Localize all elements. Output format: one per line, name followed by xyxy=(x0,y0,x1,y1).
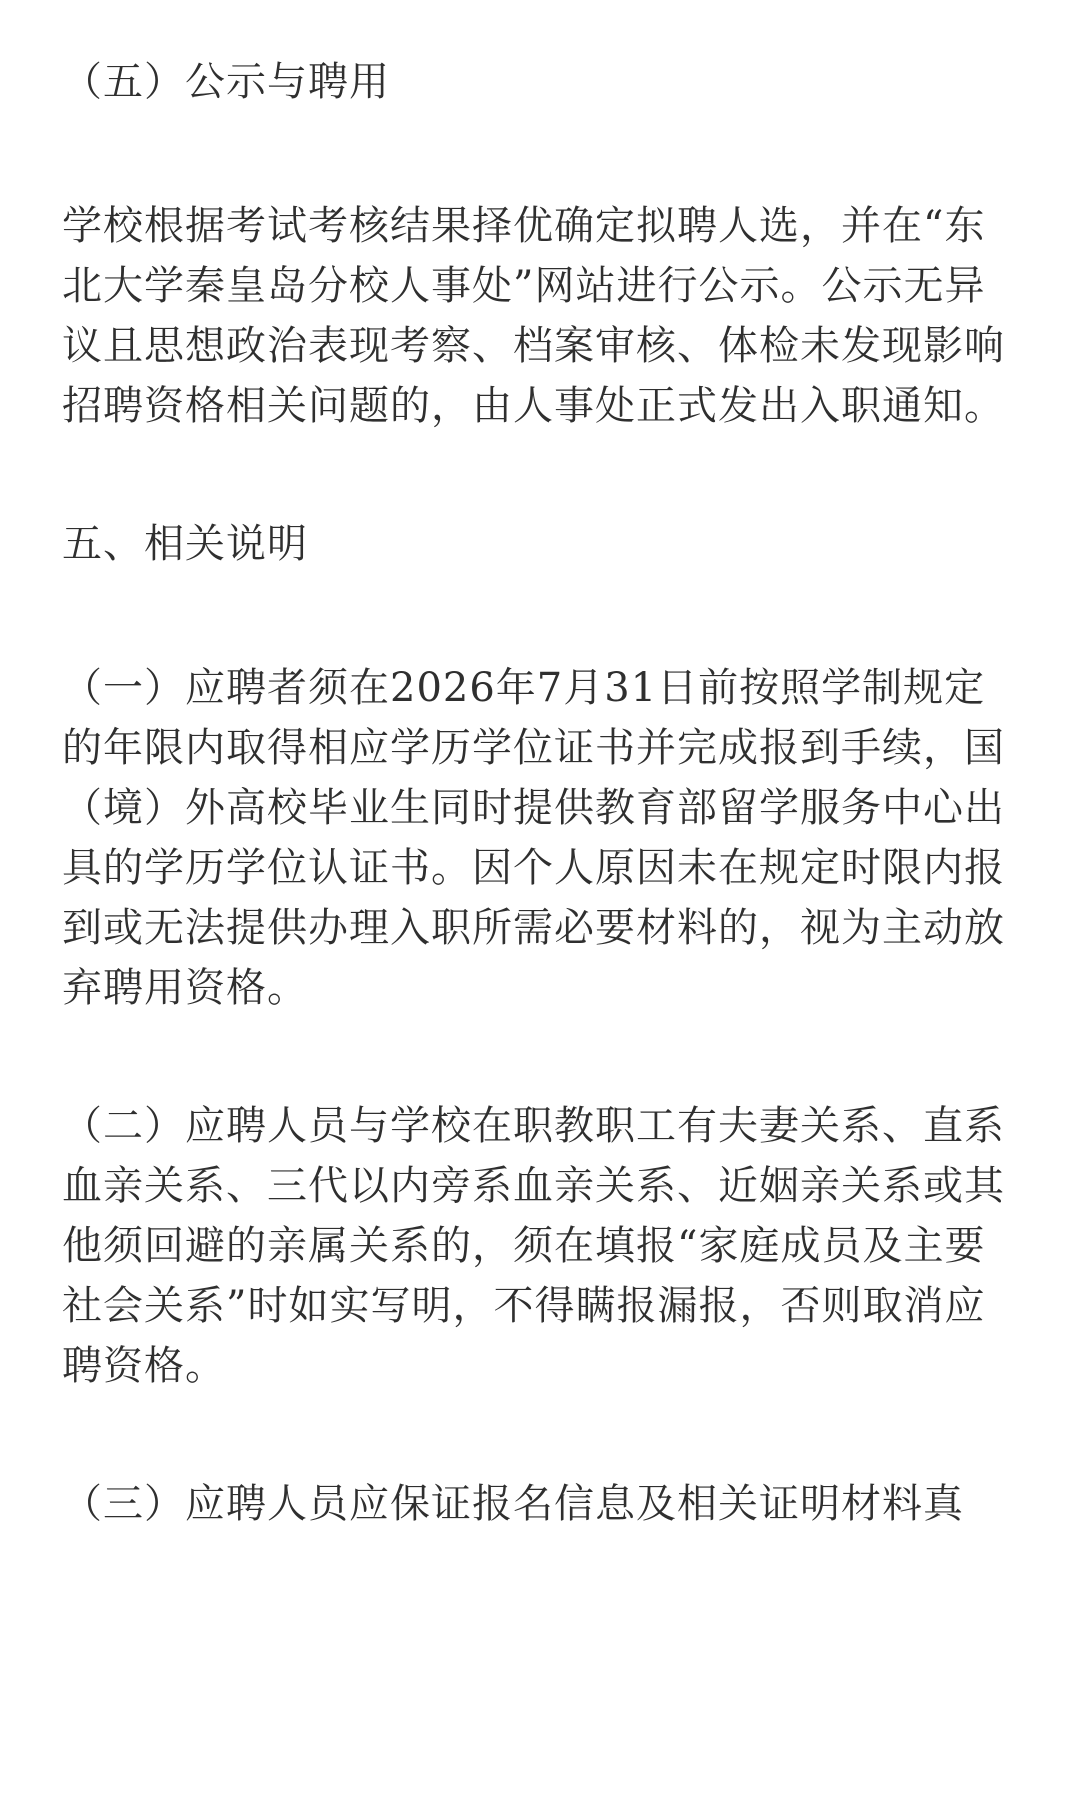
note-item-1: （一）应聘者须在2026年7月31日前按照学制规定的年限内取得相应学历学位证书并完成报到手续，国（境）外高校毕业生同时提供教育部留学服务中心出具的学历学位认证书。因个人原因未在规定时限内报到或无法提供办理入职所需必要材料的，视为主动放弃聘用资格。 xyxy=(62,665,1005,1011)
section-heading-publicity: （五）公示与聘用 xyxy=(62,59,390,105)
publicity-paragraph: 学校根据考试考核结果择优确定拟聘人选，并在“东北大学秦皇岛分校人事处”网站进行公示。公示无异议且思想政治表现考察、档案审核、体检未发现影响招聘资格相关问题的，由人事处正式发出入职通知。 xyxy=(62,203,1005,429)
section-heading-notes: 五、相关说明 xyxy=(62,521,308,567)
note-item-2: （二）应聘人员与学校在职教职工有夫妻关系、直系血亲关系、三代以内旁系血亲关系、近姻亲关系或其他须回避的亲属关系的，须在填报“家庭成员及主要社会关系”时如实写明，不得瞒报漏报，否则取消应聘资格。 xyxy=(62,1103,1005,1389)
document-content xyxy=(62,52,1012,1612)
note-item-3: （三）应聘人员应保证报名信息及相关证明材料真 xyxy=(62,1481,964,1527)
